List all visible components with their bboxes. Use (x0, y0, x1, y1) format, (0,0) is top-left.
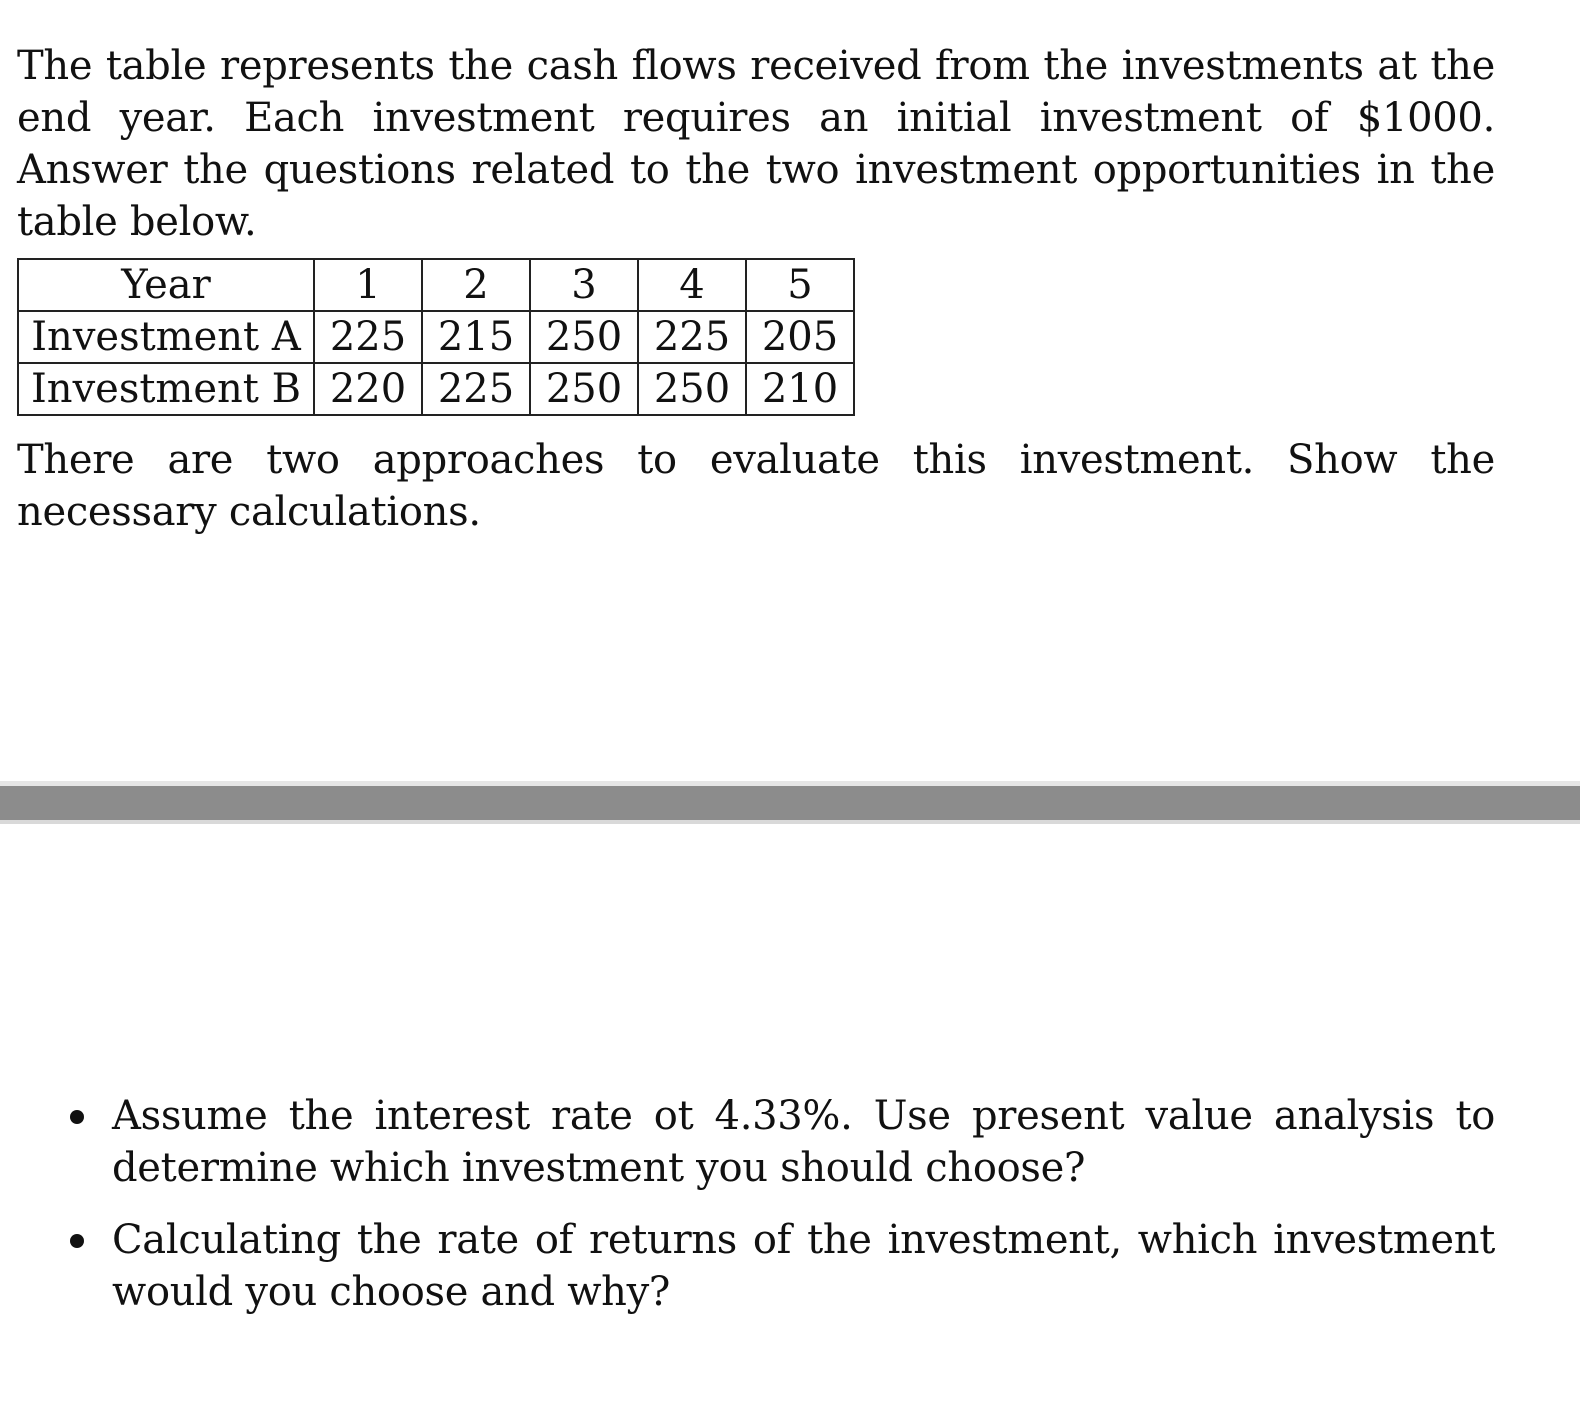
table-cell: 225 (638, 311, 746, 363)
list-item (112, 1090, 1495, 1194)
table-header-cell: 1 (314, 259, 422, 311)
table-cell: 250 (530, 363, 638, 415)
table-header-cell: 2 (422, 259, 530, 311)
table-header-cell: 4 (638, 259, 746, 311)
table-row-label: Investment B (18, 363, 314, 415)
table-cell: 250 (530, 311, 638, 363)
bullet-icon (70, 1234, 84, 1248)
table-cell: 250 (638, 363, 746, 415)
table-cell: 220 (314, 363, 422, 415)
table-cell: 215 (422, 311, 530, 363)
table-header-row (18, 259, 854, 311)
question-text: Calculating the rate of returns of the investment, which investment would you choose and why? (112, 1217, 1495, 1315)
table-header-cell: 3 (530, 259, 638, 311)
table-row (18, 311, 854, 363)
list-item (112, 1214, 1495, 1318)
question-list (112, 1090, 1495, 1338)
table-cell: 205 (746, 311, 854, 363)
bullet-icon (70, 1110, 84, 1124)
table-header-cell: Year (18, 259, 314, 311)
cash-flow-table (17, 258, 855, 416)
table-cell: 210 (746, 363, 854, 415)
table-header-cell: 5 (746, 259, 854, 311)
table-row (18, 363, 854, 415)
table-cell: 225 (422, 363, 530, 415)
question-text: Assume the interest rate ot 4.33%. Use present value analysis to determine which investment you should choose? (112, 1093, 1495, 1191)
intro-paragraph: The table represents the cash flows received from the investments at the end year. Each investment requires an initial investment of $1000. Answer the questions related to the two investment opportunities in the table below. (17, 43, 1495, 245)
page-divider (0, 786, 1580, 820)
table-cell: 225 (314, 311, 422, 363)
approach-paragraph: There are two approaches to evaluate this investment. Show the necessary calculations. (17, 437, 1495, 535)
page-divider-shadow (0, 820, 1580, 824)
table-row-label: Investment A (18, 311, 314, 363)
